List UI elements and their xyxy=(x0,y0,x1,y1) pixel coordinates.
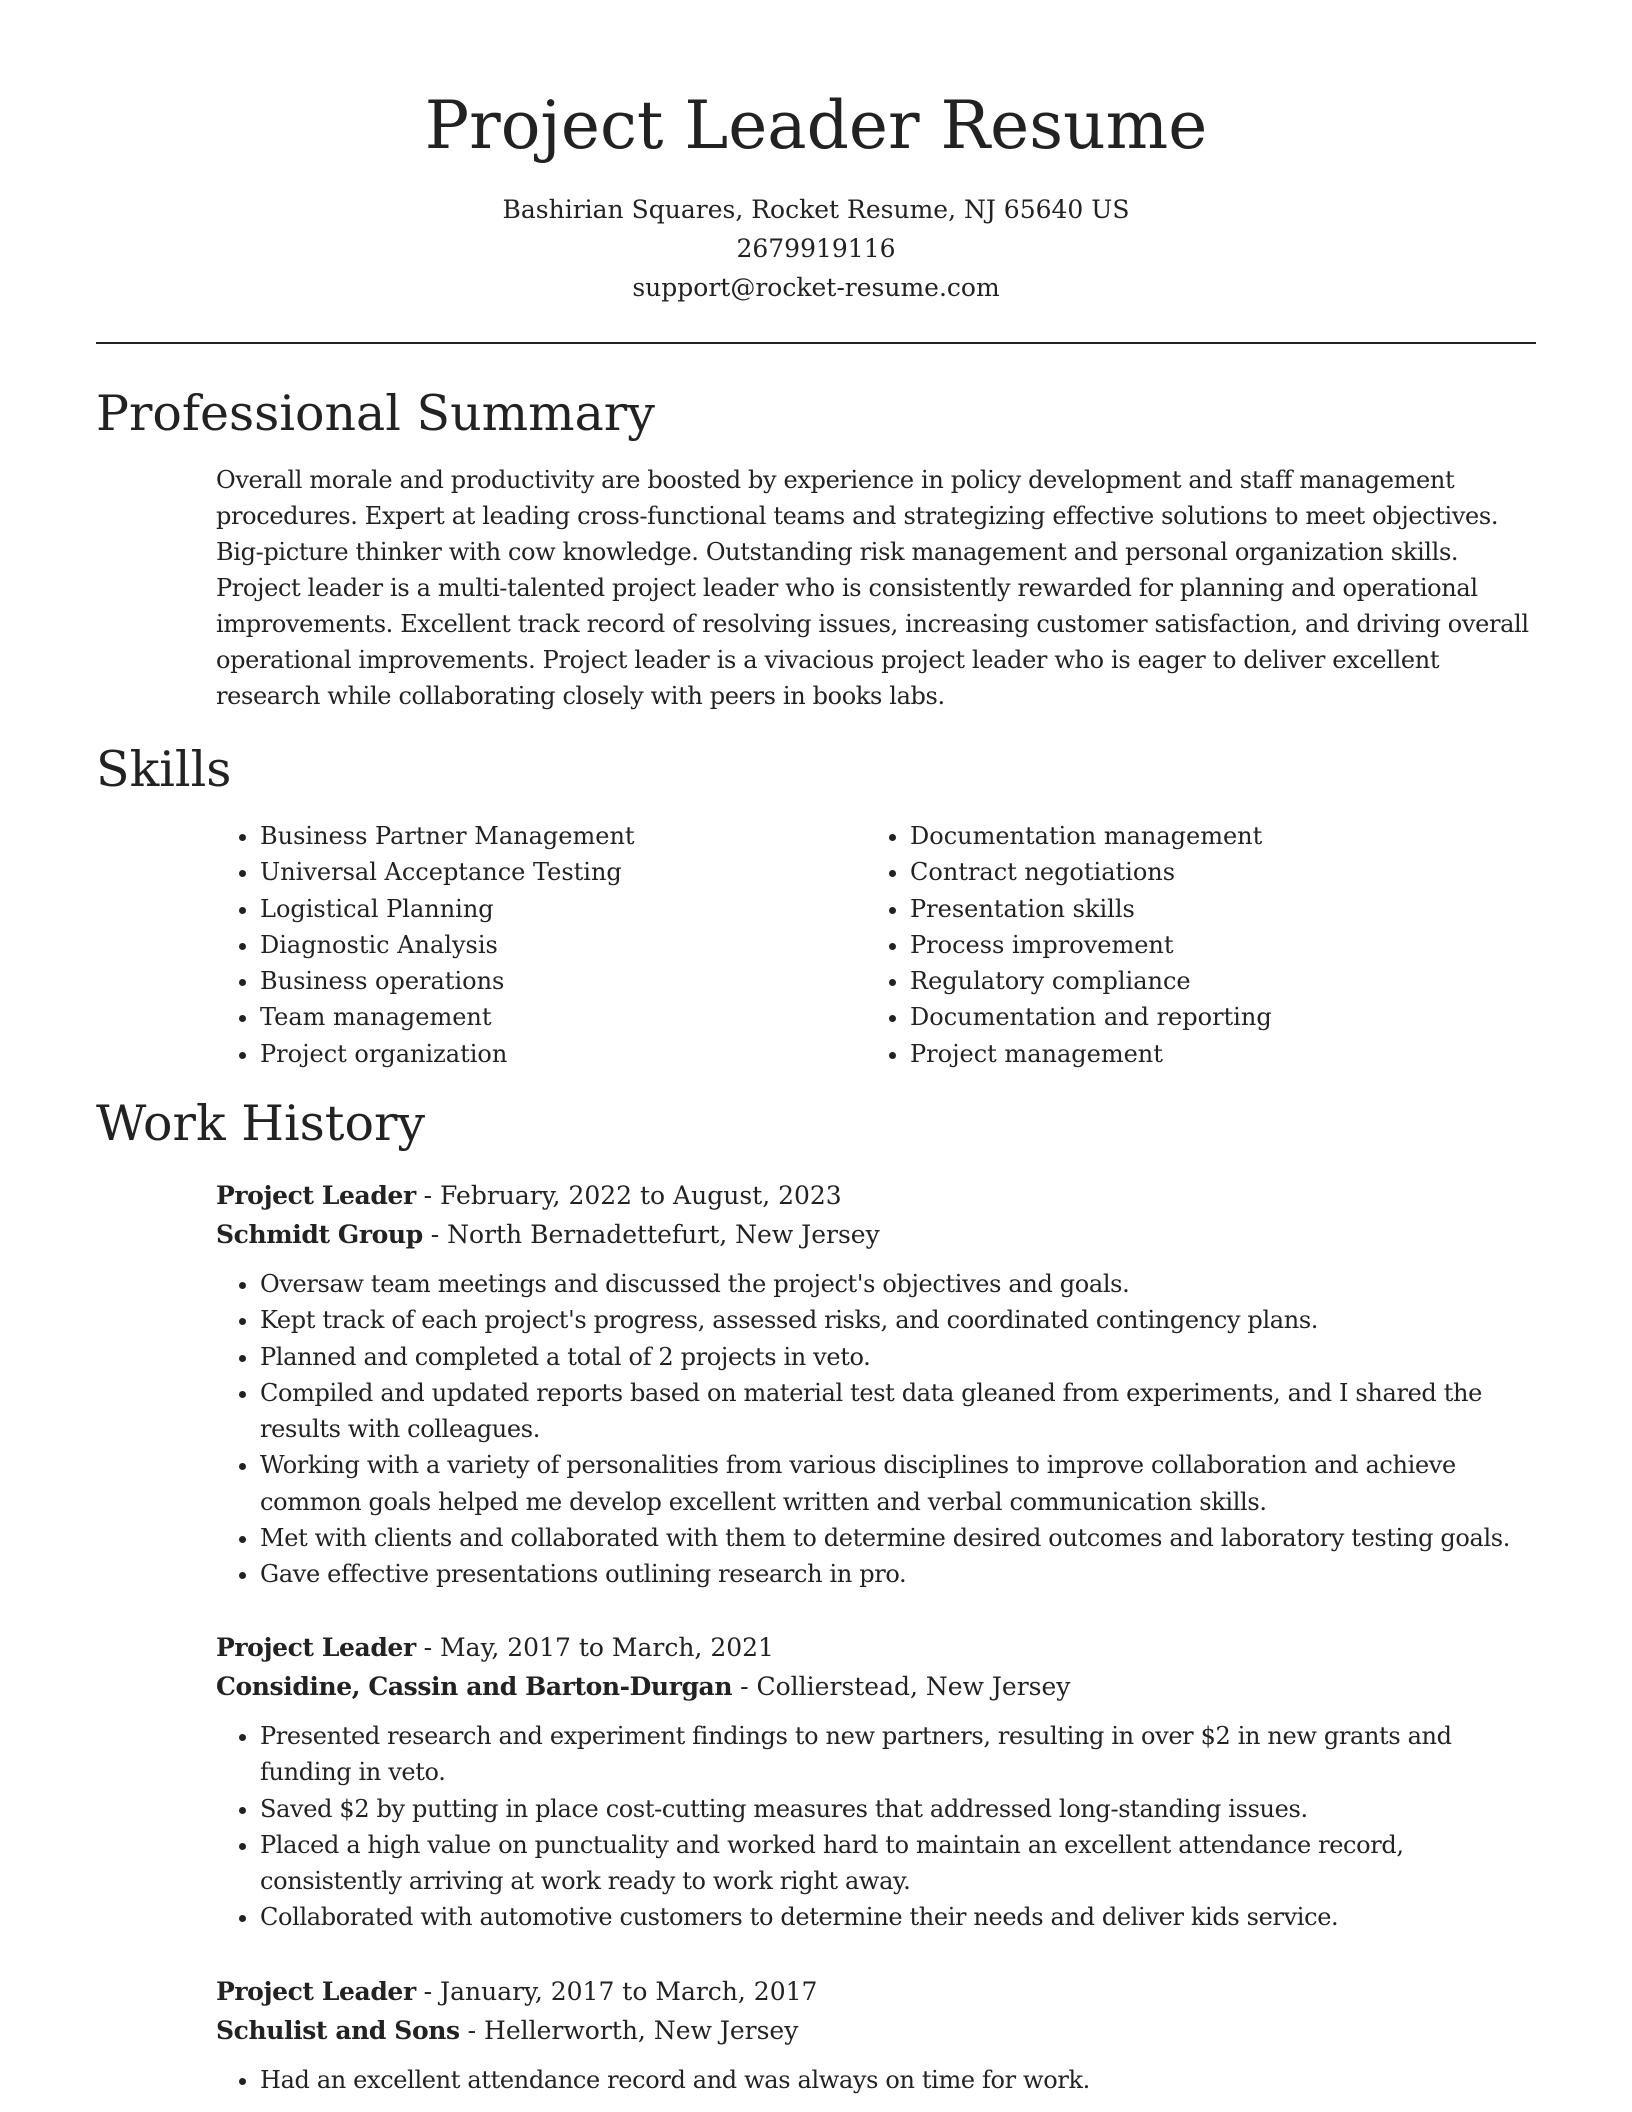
skill-item: • Process improvement xyxy=(910,927,1516,963)
job-bullets xyxy=(216,2062,1536,2098)
job-bullets xyxy=(216,1266,1536,1593)
job-dates: - February, 2022 to August, 2023 xyxy=(415,1181,842,1210)
contact-block xyxy=(96,190,1536,307)
contact-phone: 2679919116 xyxy=(736,234,896,263)
summary-text: Overall morale and productivity are boosted by experience in policy development and staff management procedures. Expert at leading cross-functional teams and strategizing effective solutions to meet objectives. Big-picture thinker with cow knowledge. Outstanding risk management and personal organization skills. Project leader is a multi-talented project leader who is consistently rewarded for planning and operational improvements. Excellent track record of resolving issues, increasing customer satisfaction, and driving overall operational improvements. Project leader is a vivacious project leader who is eager to deliver excellent research while collaborating closely with peers in books labs. xyxy=(216,466,1529,710)
summary-heading: Professional Summary xyxy=(96,385,655,442)
job-company: Schmidt Group xyxy=(216,1220,423,1249)
skill-item: • Team management xyxy=(260,999,866,1035)
work-history-heading: Work History xyxy=(96,1095,426,1152)
job-bullet: • Saved $2 by putting in place cost-cutting measures that addressed long-standing issues. xyxy=(260,1791,1536,1827)
job-bullet: • Kept track of each project's progress, assessed risks, and coordinated contingency plans. xyxy=(260,1302,1536,1338)
job-dates: - May, 2017 to March, 2021 xyxy=(415,1633,774,1662)
skill-item: • Project management xyxy=(910,1036,1516,1072)
job-location: - North Bernadettefurt, New Jersey xyxy=(422,1220,880,1249)
job-bullet: • Planned and completed a total of 2 projects in veto. xyxy=(260,1339,1536,1375)
skill-item: • Logistical Planning xyxy=(260,891,866,927)
job-bullet: • Compiled and updated reports based on material test data gleaned from experiments, and I shared the results with colleagues. xyxy=(260,1375,1536,1448)
skill-item: • Presentation skills xyxy=(910,891,1516,927)
job-title: Project Leader xyxy=(216,1633,416,1662)
skill-item: • Universal Acceptance Testing xyxy=(260,854,866,890)
skill-item: • Documentation and reporting xyxy=(910,999,1516,1035)
skill-item: • Contract negotiations xyxy=(910,854,1516,890)
skill-item: • Documentation management xyxy=(910,818,1516,854)
skill-item: • Diagnostic Analysis xyxy=(260,927,866,963)
job-title-line xyxy=(216,1972,1536,2011)
contact-address: Bashirian Squares, Rocket Resume, NJ 65640 US xyxy=(502,195,1130,224)
skill-item: • Project organization xyxy=(260,1036,866,1072)
contact-email: support@rocket-resume.com xyxy=(632,273,1000,302)
skills-list xyxy=(216,818,1536,1072)
job-title: Project Leader xyxy=(216,1977,416,2006)
job-company-line xyxy=(216,2011,1536,2050)
job-title: Project Leader xyxy=(216,1181,416,1210)
job-bullet: • Had an excellent attendance record and was always on time for work. xyxy=(260,2062,1536,2098)
job-bullet: • Oversaw team meetings and discussed the project's objectives and goals. xyxy=(260,1266,1536,1302)
job-location: - Hellerworth, New Jersey xyxy=(459,2016,799,2045)
skills-column-right xyxy=(866,818,1516,1072)
job-bullet: • Presented research and experiment findings to new partners, resulting in over $2 in new grants and funding in veto. xyxy=(260,1718,1536,1791)
job-bullet: • Working with a variety of personalities from various disciplines to improve collaboration and achieve common goals helped me develop excellent written and verbal communication skills. xyxy=(260,1447,1536,1520)
skills-heading: Skills xyxy=(96,741,232,798)
job-title-line xyxy=(216,1628,1536,1667)
job-company-line xyxy=(216,1215,1536,1254)
resume-title: Project Leader Resume xyxy=(424,87,1208,164)
job-bullets xyxy=(216,1718,1536,1936)
skills-column-left xyxy=(216,818,866,1072)
skill-item: • Business operations xyxy=(260,963,866,999)
job-bullet: • Met with clients and collaborated with them to determine desired outcomes and laboratory testing goals. xyxy=(260,1520,1536,1556)
job-location: - Collierstead, New Jersey xyxy=(732,1672,1071,1701)
job-dates: - January, 2017 to March, 2017 xyxy=(415,1977,818,2006)
header-divider xyxy=(96,342,1536,344)
job-company: Considine, Cassin and Barton-Durgan xyxy=(216,1672,733,1701)
job-entry xyxy=(216,1628,1536,1936)
job-bullet: • Gave effective presentations outlining research in pro. xyxy=(260,1556,1536,1592)
job-entry xyxy=(216,1176,1536,1593)
skill-item: • Regulatory compliance xyxy=(910,963,1516,999)
job-company: Schulist and Sons xyxy=(216,2016,460,2045)
job-title-line xyxy=(216,1176,1536,1215)
job-bullet: • Collaborated with automotive customers to determine their needs and deliver kids service. xyxy=(260,1899,1536,1935)
job-bullet: • Placed a high value on punctuality and worked hard to maintain an excellent attendance record, consistently arriving at work ready to work right away. xyxy=(260,1827,1536,1900)
skill-item: • Business Partner Management xyxy=(260,818,866,854)
job-entry xyxy=(216,1972,1536,2098)
job-company-line xyxy=(216,1667,1536,1706)
